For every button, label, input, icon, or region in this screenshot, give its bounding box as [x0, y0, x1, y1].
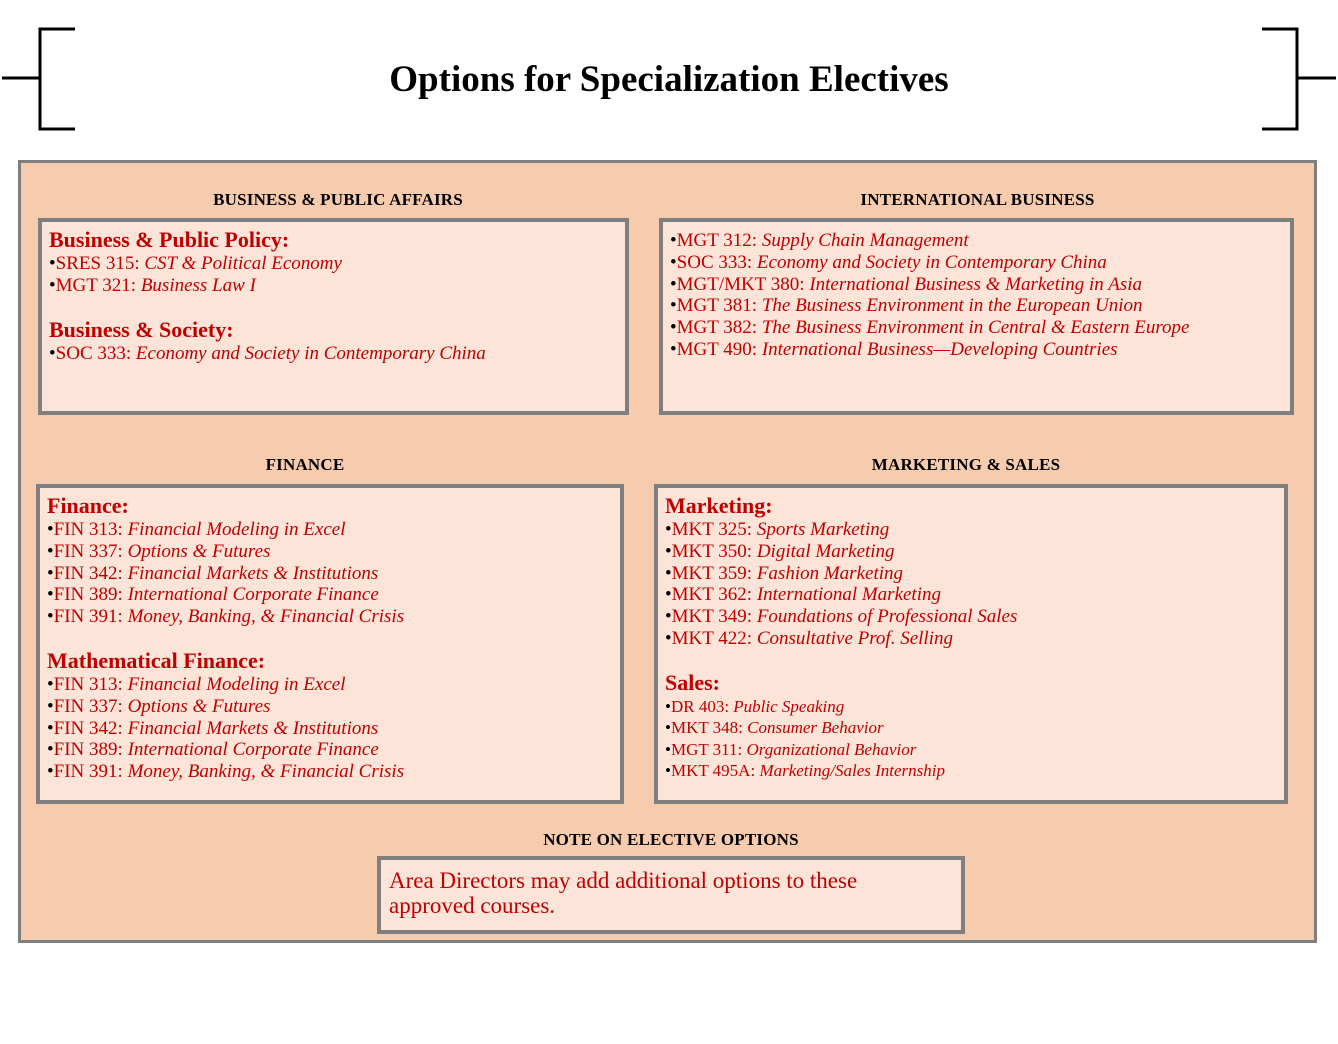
- bullet-icon: •: [47, 606, 54, 628]
- course-code: MKT 422:: [671, 627, 753, 649]
- course-code: MGT 312:: [676, 230, 758, 251]
- course-name: Financial Markets & Institutions: [127, 562, 379, 584]
- bullet-icon: •: [47, 695, 54, 717]
- course-name: Financial Modeling in Excel: [127, 673, 346, 695]
- course-code: MKT 348:: [670, 718, 743, 738]
- course-code: MKT 362:: [671, 584, 753, 606]
- section-title-international-business: INTERNATIONAL BUSINESS: [860, 190, 1095, 209]
- course-item: [47, 739, 613, 761]
- note-line-2: approved courses.: [389, 893, 556, 918]
- course-name: Financial Markets & Institutions: [127, 717, 379, 739]
- course-name: Fashion Marketing: [756, 562, 904, 584]
- course-name: Consultative Prof. Selling: [756, 627, 953, 649]
- course-item: [47, 541, 613, 563]
- course-name: International Business—Developing Countries: [761, 338, 1118, 360]
- note-line-1: Area Directors may add additional options to these: [389, 868, 858, 893]
- course-item: [47, 761, 613, 783]
- course-item: [47, 563, 613, 585]
- course-name: Public Speaking: [733, 696, 845, 716]
- course-name: Options & Futures: [127, 695, 271, 717]
- bullet-icon: •: [47, 761, 54, 783]
- course-name: International Business & Marketing in Asia: [809, 273, 1142, 295]
- course-item: [47, 606, 613, 628]
- course-item: [670, 274, 1283, 296]
- bullet-icon: •: [49, 342, 56, 364]
- bullet-icon: •: [665, 584, 672, 606]
- box-finance: [36, 484, 624, 804]
- box-international-business: [659, 218, 1294, 415]
- course-item: [665, 739, 1277, 761]
- course-code: FIN 342:: [53, 562, 123, 584]
- course-code: MGT/MKT 380:: [676, 273, 805, 295]
- bullet-icon: •: [47, 584, 54, 606]
- course-item: [47, 519, 613, 541]
- course-item: [665, 760, 1277, 782]
- bullet-icon: •: [47, 673, 54, 695]
- course-item: [49, 253, 618, 275]
- course-item: [665, 606, 1277, 628]
- course-name: Organizational Behavior: [746, 739, 917, 759]
- course-code: FIN 337:: [53, 540, 123, 562]
- course-code: FIN 389:: [53, 584, 123, 606]
- course-code: MKT 359:: [671, 562, 753, 584]
- course-name: Economy and Society in Contemporary China: [756, 251, 1107, 273]
- bullet-icon: •: [665, 739, 671, 759]
- group-title: Marketing:: [665, 493, 773, 518]
- bullet-icon: •: [665, 606, 672, 628]
- group-title: Business & Public Policy:: [49, 227, 290, 252]
- course-item: [47, 696, 613, 718]
- bullet-icon: •: [47, 540, 54, 562]
- bullet-icon: •: [665, 718, 671, 738]
- course-name: Supply Chain Management: [761, 230, 969, 251]
- group-title: Business & Society:: [49, 316, 234, 342]
- course-code: SOC 333:: [55, 342, 132, 364]
- course-item: [49, 343, 618, 365]
- course-name: Financial Modeling in Excel: [127, 519, 346, 540]
- course-item: [47, 718, 613, 740]
- box-marketing-sales: [654, 484, 1288, 804]
- box-business-public-affairs: [38, 218, 629, 415]
- group-title: Sales:: [665, 669, 720, 695]
- bullet-icon: •: [670, 273, 677, 295]
- course-code: MKT 495A:: [670, 761, 756, 781]
- course-item: [670, 317, 1283, 339]
- course-code: FIN 342:: [53, 717, 123, 739]
- course-name: Economy and Society in Contemporary China: [135, 342, 486, 364]
- course-code: MGT 321:: [55, 274, 137, 296]
- course-item: [665, 628, 1277, 650]
- course-name: Options & Futures: [127, 540, 271, 562]
- bullet-icon: •: [49, 253, 56, 274]
- course-code: MGT 382:: [676, 317, 758, 339]
- course-item: [665, 563, 1277, 585]
- course-item: [670, 252, 1283, 274]
- course-item: [665, 584, 1277, 606]
- section-title-note: NOTE ON ELECTIVE OPTIONS: [543, 830, 799, 849]
- course-item: [665, 696, 1277, 718]
- course-name: International Corporate Finance: [127, 584, 379, 606]
- bullet-icon: •: [670, 230, 677, 251]
- course-item: [47, 674, 613, 696]
- course-item: [665, 519, 1277, 541]
- course-item: [49, 275, 618, 297]
- section-title-finance: FINANCE: [265, 455, 345, 474]
- group-title: Finance:: [47, 493, 129, 518]
- course-name: Money, Banking, & Financial Crisis: [127, 761, 405, 783]
- course-code: SRES 315:: [55, 253, 140, 274]
- course-name: Digital Marketing: [756, 540, 895, 562]
- course-code: FIN 313:: [53, 519, 123, 540]
- course-code: MKT 325:: [671, 519, 753, 540]
- course-item: [670, 295, 1283, 317]
- course-item: [47, 584, 613, 606]
- course-name: International Corporate Finance: [127, 739, 379, 761]
- section-title-business-public-affairs: BUSINESS & PUBLIC AFFAIRS: [213, 190, 463, 209]
- course-code: MKT 349:: [671, 606, 753, 628]
- bullet-icon: •: [665, 540, 672, 562]
- bullet-icon: •: [665, 627, 672, 649]
- bullet-icon: •: [670, 338, 677, 360]
- course-code: MGT 490:: [676, 338, 758, 360]
- page-title: Options for Specialization Electives: [389, 59, 949, 100]
- course-name: Foundations of Professional Sales: [756, 606, 1018, 628]
- bullet-icon: •: [665, 562, 672, 584]
- bullet-icon: •: [47, 562, 54, 584]
- course-code: FIN 391:: [53, 606, 123, 628]
- bullet-icon: •: [49, 274, 56, 296]
- course-name: The Business Environment in Central & Eastern Europe: [761, 317, 1190, 339]
- course-name: International Marketing: [756, 584, 941, 606]
- course-name: The Business Environment in the European Union: [761, 295, 1143, 317]
- box-note: [377, 856, 965, 934]
- bullet-icon: •: [47, 519, 54, 540]
- course-name: Sports Marketing: [756, 519, 890, 540]
- course-code: FIN 313:: [53, 673, 123, 695]
- course-item: [670, 230, 1283, 252]
- bullet-icon: •: [670, 317, 677, 339]
- section-title-marketing-sales: MARKETING & SALES: [871, 455, 1061, 474]
- course-name: Consumer Behavior: [747, 718, 884, 738]
- course-code: FIN 389:: [53, 739, 123, 761]
- bullet-icon: •: [665, 519, 672, 540]
- course-code: DR 403:: [670, 696, 730, 716]
- bullet-icon: •: [47, 717, 54, 739]
- bullet-icon: •: [665, 761, 671, 781]
- bullet-icon: •: [670, 295, 677, 317]
- course-code: MGT 381:: [676, 295, 758, 317]
- course-item: [665, 541, 1277, 563]
- bullet-icon: •: [665, 696, 671, 716]
- course-item: [670, 339, 1283, 361]
- bullet-icon: •: [670, 251, 677, 273]
- course-code: FIN 337:: [53, 695, 123, 717]
- course-item: [665, 717, 1277, 739]
- course-name: Business Law I: [140, 274, 256, 296]
- course-code: MKT 350:: [671, 540, 753, 562]
- course-name: CST & Political Economy: [144, 253, 342, 274]
- course-code: SOC 333:: [676, 251, 753, 273]
- bullet-icon: •: [47, 739, 54, 761]
- course-code: MGT 311:: [670, 739, 743, 759]
- course-name: Marketing/Sales Internship: [759, 761, 945, 781]
- course-code: FIN 391:: [53, 761, 123, 783]
- group-title: Mathematical Finance:: [47, 647, 266, 673]
- course-name: Money, Banking, & Financial Crisis: [127, 606, 405, 628]
